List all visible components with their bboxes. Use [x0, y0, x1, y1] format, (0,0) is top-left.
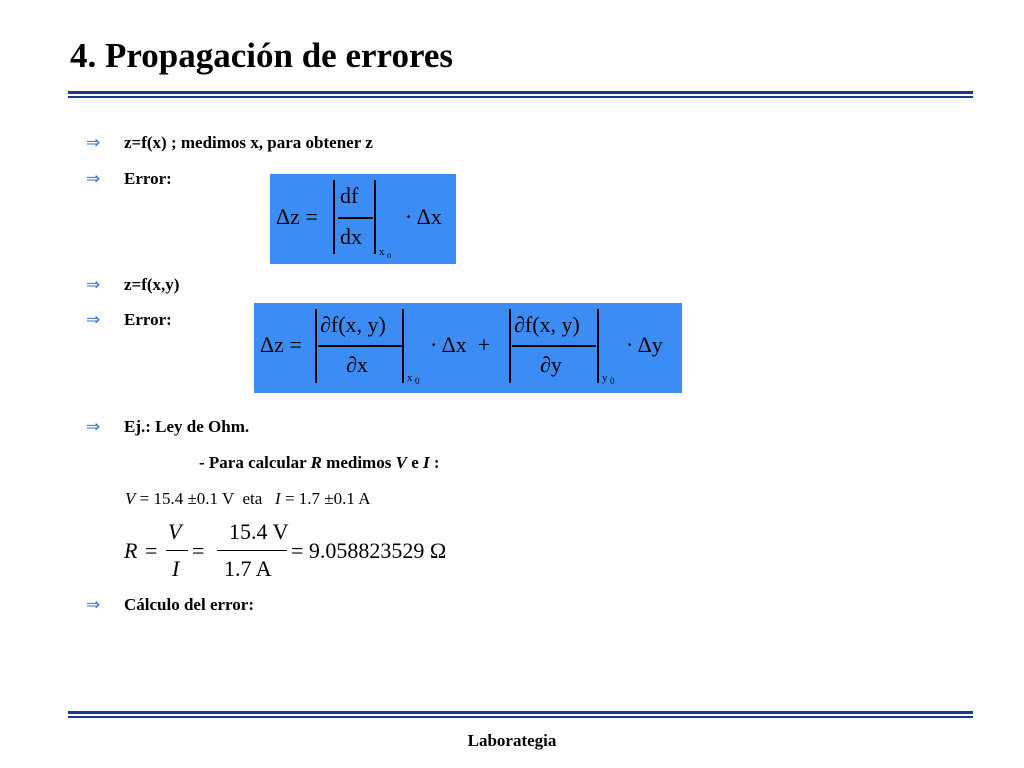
- var-I: I: [275, 489, 281, 508]
- double-right-arrow-icon: ⇒: [86, 169, 101, 189]
- bullet-item: [86, 275, 179, 295]
- equals-sign: =: [192, 538, 205, 563]
- fraction-bar: [217, 550, 287, 551]
- equals-sign: =: [145, 538, 158, 563]
- bullet-text: Error:: [124, 169, 172, 188]
- fraction-numerator: df: [340, 183, 359, 208]
- fraction-numerator-V: V: [168, 519, 182, 544]
- bullet-text: Ej.: Ley de Ohm.: [124, 417, 250, 436]
- eval-point-var: x: [379, 246, 385, 258]
- fraction-numerator-value: 15.4 V: [229, 519, 289, 544]
- double-right-arrow-icon: ⇒: [86, 275, 101, 295]
- abs-bar-left: [315, 309, 317, 383]
- fraction-denominator-value: 1.7 A: [224, 556, 272, 581]
- var-R: R: [124, 538, 138, 563]
- footer-rule: [68, 711, 973, 718]
- bullet-item: [86, 595, 254, 615]
- double-right-arrow-icon: ⇒: [86, 417, 101, 437]
- formula-lhs: Δz =: [276, 204, 318, 229]
- fraction-bar: [512, 345, 596, 347]
- eval-point-var: x: [407, 372, 413, 384]
- fraction-denominator: dx: [340, 224, 362, 249]
- bullet-item: [86, 133, 373, 153]
- slide-title: 4. Propagación de errores: [70, 36, 454, 75]
- resistance-result: = 9.058823529 Ω: [291, 538, 447, 563]
- var-V: V: [395, 453, 407, 472]
- fraction-denominator-I: I: [172, 556, 180, 581]
- double-right-arrow-icon: ⇒: [86, 133, 101, 153]
- partial-numerator-x: ∂f(x, y): [320, 312, 386, 337]
- abs-bar-left: [509, 309, 511, 383]
- eval-point-index: 0: [610, 376, 615, 386]
- ohm-law-equation: [122, 518, 482, 584]
- eval-point-index: 0: [415, 376, 420, 386]
- var-V: V: [125, 489, 136, 508]
- double-right-arrow-icon: ⇒: [86, 595, 101, 615]
- formula-middle: · Δx +: [430, 332, 491, 357]
- error-formula-1d: [270, 174, 456, 264]
- formula-lhs: Δz =: [260, 332, 302, 357]
- abs-bar-left: [333, 180, 335, 254]
- value-V: = 15.4 ±0.1 V eta: [135, 489, 276, 508]
- example-subtitle: - Para calcular R medimos V e I :: [199, 453, 440, 472]
- eval-point-index: o: [387, 250, 392, 260]
- bullet-item: [86, 417, 249, 437]
- abs-bar-right: [597, 309, 599, 383]
- abs-bar-right: [374, 180, 376, 254]
- formula-rhs: · Δx: [405, 204, 442, 229]
- eval-point-var: y: [602, 372, 608, 384]
- bullet-text: z=f(x,y): [124, 275, 180, 294]
- bullet-text: z=f(x) ; medimos x, para obtener z: [124, 133, 373, 152]
- partial-denominator-y: ∂y: [540, 352, 562, 377]
- var-I: I: [422, 453, 430, 472]
- abs-bar-right: [402, 309, 404, 383]
- bullet-item: [86, 310, 172, 330]
- header-rule: [68, 91, 973, 98]
- partial-denominator-x: ∂x: [346, 352, 368, 377]
- bullet-item: [86, 169, 172, 189]
- bullet-text: Error:: [124, 310, 172, 329]
- bullet-text: Cálculo del error:: [124, 595, 254, 614]
- error-formula-2d: [254, 303, 682, 393]
- measurements-line: [125, 489, 370, 509]
- footer-label: Laborategia: [467, 731, 557, 750]
- fraction-bar: [166, 550, 188, 551]
- partial-numerator-y: ∂f(x, y): [514, 312, 580, 337]
- value-I: = 1.7 ±0.1 A: [280, 489, 371, 508]
- footer: [0, 731, 1024, 751]
- var-R: R: [310, 453, 322, 472]
- double-right-arrow-icon: ⇒: [86, 310, 101, 330]
- fraction-bar: [338, 217, 373, 219]
- formula-rhs: · Δy: [626, 332, 663, 357]
- fraction-bar: [318, 345, 402, 347]
